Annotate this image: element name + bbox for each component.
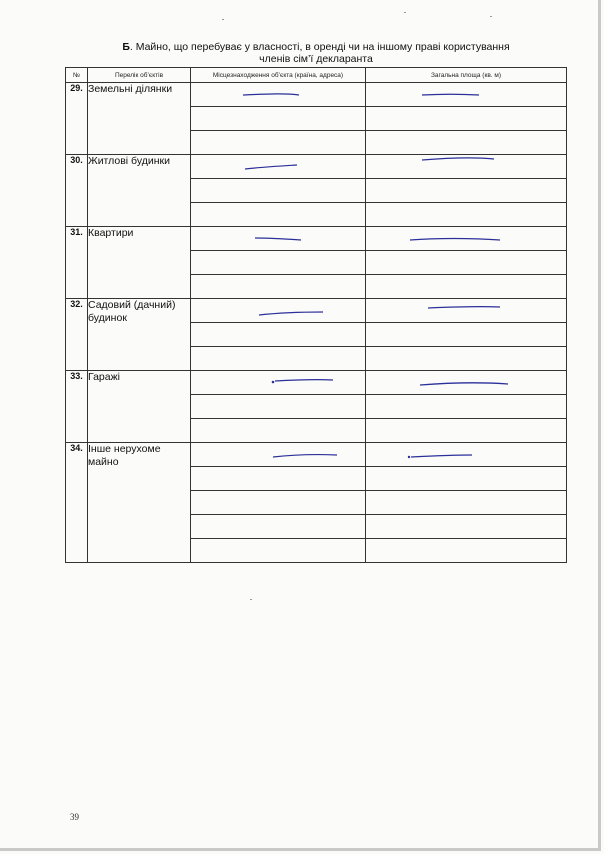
header-location: Місцезнаходження об’єкта (країна, адреса) [191,68,366,83]
location-cell [191,419,366,443]
table-row [66,227,567,251]
area-cell [366,539,567,563]
location-cell [191,131,366,155]
handwritten-dash [191,371,366,394]
header-num: № [66,68,88,83]
location-cell [191,491,366,515]
row-number: 34. [66,443,88,563]
location-cell [191,467,366,491]
location-cell [191,275,366,299]
table-row [66,155,567,179]
handwritten-dash [366,443,567,466]
location-cell [191,299,366,323]
area-cell [366,323,567,347]
handwritten-dash [366,299,567,322]
row-number: 33. [66,371,88,443]
handwritten-dash [366,83,567,106]
location-cell [191,203,366,227]
location-cell [191,83,366,107]
area-cell [366,179,567,203]
row-number: 32. [66,299,88,371]
area-cell [366,155,567,179]
handwritten-dash [191,443,366,466]
section-title [66,41,566,65]
handwritten-dash [366,155,567,178]
scan-speck [222,19,224,20]
area-cell [366,275,567,299]
row-label: Квартири [88,227,191,299]
row-label: Інше нерухоме майно [88,443,191,563]
row-label: Гаражі [88,371,191,443]
location-cell [191,395,366,419]
header-objects: Перелік об’єктів [88,68,191,83]
location-cell [191,179,366,203]
area-cell [366,251,567,275]
area-cell [366,131,567,155]
property-table [65,67,567,563]
section-title-line2: членів сім’ї декларанта [259,53,373,65]
area-cell [366,515,567,539]
area-cell [366,371,567,395]
location-cell [191,323,366,347]
area-cell [366,419,567,443]
handwritten-dash [191,83,366,106]
row-label: Садовий (дачний) будинок [88,299,191,371]
section-letter: Б [122,41,130,53]
area-cell [366,83,567,107]
handwritten-dash [191,299,366,322]
row-number: 30. [66,155,88,227]
area-cell [366,227,567,251]
header-area: Загальна площа (кв. м) [366,68,567,83]
location-cell [191,371,366,395]
location-cell [191,227,366,251]
row-label: Земельні ділянки [88,83,191,155]
location-cell [191,539,366,563]
location-cell [191,515,366,539]
area-cell [366,203,567,227]
scan-speck [404,12,406,13]
handwritten-dash [366,227,567,250]
area-cell [366,443,567,467]
location-cell [191,347,366,371]
row-number: 31. [66,227,88,299]
scan-speck [250,599,252,600]
row-label: Житлові будинки [88,155,191,227]
area-cell [366,107,567,131]
location-cell [191,251,366,275]
area-cell [366,299,567,323]
handwritten-dash [366,371,567,394]
row-number: 29. [66,83,88,155]
area-cell [366,491,567,515]
section-title-line1: . Майно, що перебуває у власності, в оренді чи на іншому праві користування [129,41,510,53]
area-cell [366,467,567,491]
page-number: 39 [70,812,79,822]
table-row [66,371,567,395]
area-cell [366,347,567,371]
handwritten-dash [191,155,366,178]
location-cell [191,107,366,131]
location-cell [191,155,366,179]
handwritten-dash [191,227,366,250]
location-cell [191,443,366,467]
area-cell [366,395,567,419]
table-header-row [66,68,567,83]
scan-speck [490,16,492,17]
table-row [66,299,567,323]
table-row [66,443,567,467]
table-row [66,83,567,107]
